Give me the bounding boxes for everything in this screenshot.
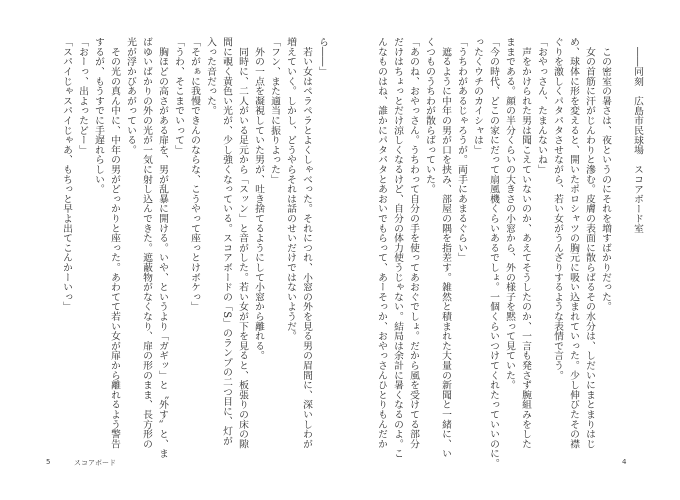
text-line: だけはちょっとだけ涼しくなるけど、自分の体力使うじゃない。結局は余計に暑くなるのよ。こ	[392, 37, 403, 459]
text-line: 「おーっ、出よったどー」	[77, 37, 88, 155]
text-line: 「おやっさん、たまんないね」	[536, 37, 547, 175]
text-line: 遮るように中年の男が口を挟み、部屋の隅を指差す。雑然と積まれた大量の新聞と一緒に、い	[440, 37, 451, 459]
text-line: 声をかけられた男は聞こえていないのか、あえてそうしたのか、一言も発さず腕組みをした	[520, 37, 531, 449]
text-line: ったくウチのカイシャは」	[472, 37, 483, 155]
text-line: ら――」	[317, 37, 328, 77]
text-line: 増えていく。しかし、どうやらそれは話のせいだけではないようだ。	[285, 37, 296, 341]
left-page-body	[58, 37, 330, 459]
text-line: 若い女はペラペラとよくしゃべった。それにつれ、小窓の外を見る男の眉間に、深いしわが	[301, 37, 312, 449]
text-line: 入った音だった。	[205, 37, 216, 116]
scene-heading: ――同刻 広島市民球場 スコアボード室	[632, 47, 643, 234]
text-line: ぐりを激しくパタパタさせながら、若い女がうんざりするような表情で言う。	[552, 37, 563, 380]
text-line: 間に覗く黄色い光が、少し強くなっている。スコアボードの「S」のランプの二つ目に、灯が	[221, 37, 232, 446]
text-line: め、球体に形を変えると、開いたポロシャツの胸元に吸い込まれていった。少し伸びたその襟	[568, 37, 579, 449]
text-line: 女の首筋に汗がじんわりと滲む。皮膚の表面に散らばるその水分は、しだいにまとまりはじ	[584, 37, 595, 449]
text-line: 「スパイじゃスパイじゃあ、もちっと早よ出てこんかーいっ」	[61, 37, 72, 312]
text-line: 「うわ、そこまでいって」	[173, 37, 184, 155]
text-line: ばゆいばかりの外の光が一気に射し込んできた。遮蔽物がなくなり、扉の形のまま、長方形の	[141, 37, 152, 449]
text-line	[613, 37, 629, 447]
right-page-body	[373, 37, 645, 469]
text-line: その光の真ん中に、中年の男がどっかりと座った。あわてて若い女が扉から離れるよう警告	[109, 37, 120, 449]
text-line: 光が浮かびあがっている。	[125, 37, 136, 155]
text-line: んなものはね、誰かにパタパタとあおいでもらって、あーそっか、おやっさんひとりもんだか	[376, 37, 387, 449]
text-line: 「フン、また適当に振りよった」	[269, 37, 280, 184]
text-line: 胸ほどの高さがある扉を、男が乱暴に開ける。いや、というより「ガギッ」と〝外す〟と、ま	[157, 37, 168, 459]
running-head: スコアボード	[74, 459, 116, 467]
text-line: 「うちわがあるじゃろうが。両手にあまるぐらい」	[456, 37, 467, 263]
page-number-right: 4	[622, 458, 627, 466]
text-line: くつものうちわが散らばっていた。	[424, 37, 435, 194]
text-line: 外の一点を凝視していた男が、吐き捨てるようにして小窓から離れる。	[253, 37, 264, 361]
text-line: 「今の時代、どこの家にだって扇風機くらいあるでしょ。一個くらいつけてくれたっていいのに。	[488, 37, 499, 469]
text-line: 「そがぁに我慢できんのならな、こうやって座っとけボケっ」	[189, 37, 200, 312]
text-line: するが、もうすでに手遅れらしい。	[93, 37, 104, 194]
text-line: 「あのね、おやっさん。うちわって自分の手を使ってあおぐでしょ。だから風を受けてる部分	[408, 37, 419, 449]
text-line: 同時に、二人がいる足元から「スッン」と音がした。若い女が下を見ると、板張りの床の隙	[237, 37, 248, 449]
text-line: この密室の暑さは、夜というのにそれを増すばかりだった。	[600, 37, 611, 312]
page-number-left: 5	[46, 458, 51, 466]
text-line: ままである。顔の半分くらいの大きさの小窓から、外の様子を黙って見ていた。	[504, 37, 515, 390]
